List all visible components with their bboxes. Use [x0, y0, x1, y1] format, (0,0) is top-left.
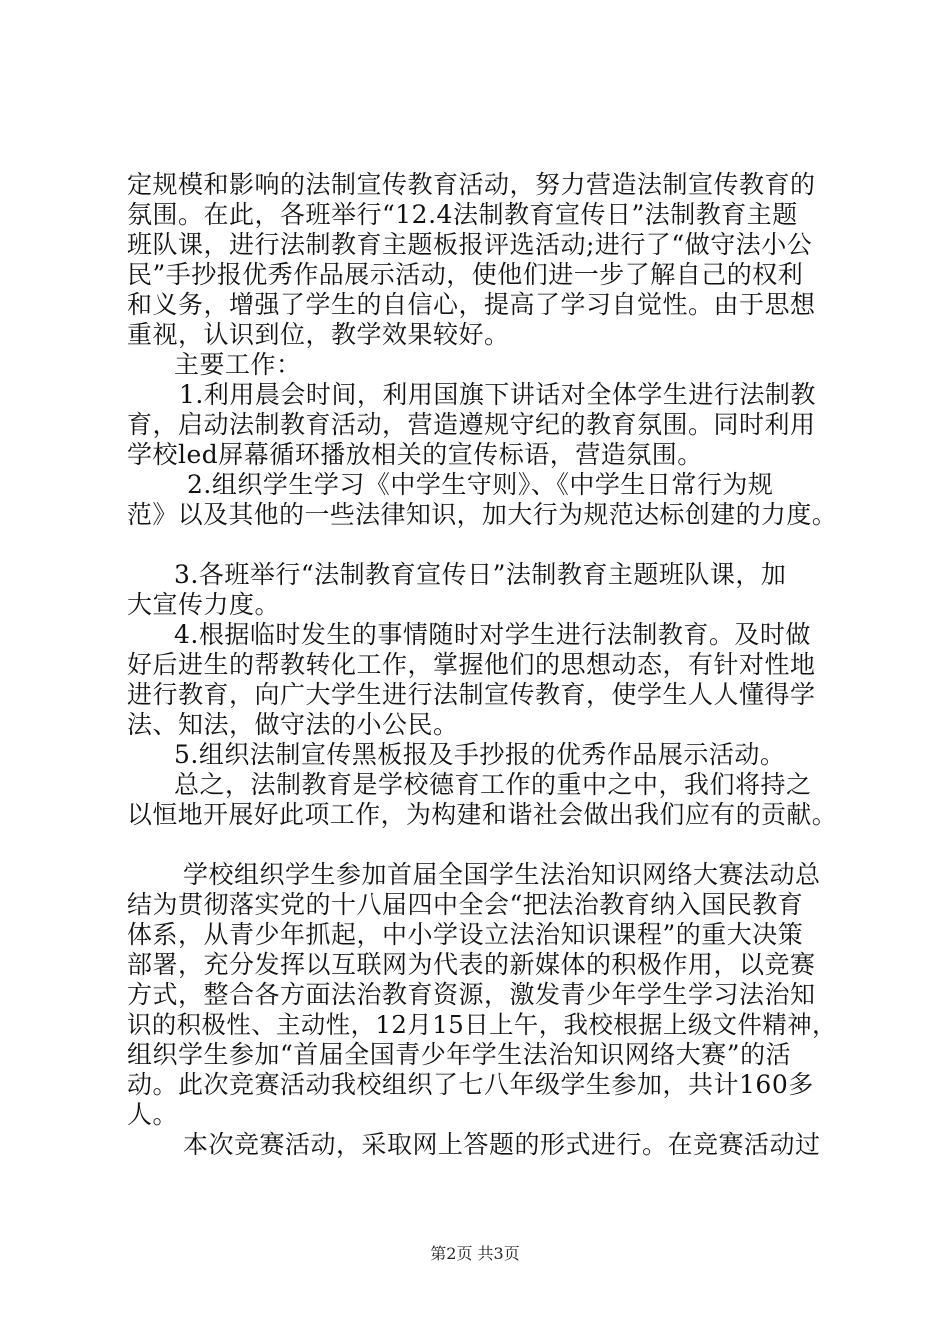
text-line: 好后进生的帮教转化工作，掌握他们的思想动态，有针对性地: [127, 650, 816, 679]
text-line: 3.各班举行“法制教育宣传日”法制教育主题班队课，加: [174, 560, 787, 589]
text-line: 氛围。在此，各班举行“12.4法制教育宣传日”法制教育主题: [127, 200, 798, 229]
paragraph-gap: [127, 830, 837, 860]
text-line: 学校led屏幕循环播放相关的宣传标语，营造氛围。: [127, 440, 703, 469]
text-line: 法、知法，做守法的小公民。: [127, 710, 459, 739]
text-line: 大宣传力度。: [127, 590, 281, 619]
text-line: 组织学生参加“首届全国青少年学生法治知识网络大赛”的活: [127, 1040, 792, 1069]
text-line: 2.组织学生学习《中学生守则》、《中学生日常行为规: [187, 470, 774, 499]
text-line: 动。此次竞赛活动我校组织了七八年级学生参加，共计160多: [127, 1070, 814, 1099]
text-line: 1.利用晨会时间，利用国旗下讲话对全体学生进行法制教: [179, 380, 816, 409]
text-line: 识的积极性、主动性，12月15日上午，我校根据上级文件精神，: [127, 1010, 837, 1039]
text-line: 4.根据临时发生的事情随时对学生进行法制教育。及时做: [174, 620, 811, 649]
section-heading: 主要工作：: [174, 350, 302, 379]
text-line: 人。: [127, 1100, 179, 1129]
text-line: 以恒地开展好此项工作，为构建和谐社会做出我们应有的贡献。: [127, 800, 838, 829]
text-line: 重视，认识到位，教学效果较好。: [127, 320, 510, 349]
text-line: 本次竞赛活动，采取网上答题的形式进行。在竞赛活动过: [183, 1130, 821, 1159]
text-line: 学校组织学生参加首届全国学生法治知识网络大赛法动总: [183, 860, 821, 889]
text-line: 育，启动法制教育活动，营造遵规守纪的教育氛围。同时利用: [127, 410, 816, 439]
text-line: 进行教育，向广大学生进行法制宣传教育，使学生人人懂得学: [127, 680, 816, 709]
paragraph-gap: [127, 530, 837, 560]
page-number-footer: 第2页 共3页: [430, 1244, 520, 1263]
text-line: 民”手抄报优秀作品展示活动，使他们进一步了解自己的权利: [127, 260, 804, 289]
text-line: 定规模和影响的法制宣传教育活动，努力营造法制宣传教育的: [127, 170, 816, 199]
text-line: 5.组织法制宣传黑板报及手抄报的优秀作品展示活动。: [174, 740, 786, 769]
text-line: 范》以及其他的一些法律知识，加大行为规范达标创建的力度。: [127, 500, 838, 529]
text-line: 体系，从青少年抓起，中小学设立法治知识课程”的重大决策: [127, 920, 804, 949]
document-body: [127, 170, 837, 1160]
text-line: 班队课，进行法制教育主题板报评选活动;进行了“做守法小公: [127, 230, 813, 259]
text-line: 和义务，增强了学生的自信心，提高了学习自觉性。由于思想: [127, 290, 816, 319]
text-line: 部署，充分发挥以互联网为代表的新媒体的积极作用，以竞赛: [127, 950, 816, 979]
text-line: 方式，整合各方面法治教育资源，激发青少年学生学习法治知: [127, 980, 816, 1009]
text-line: 结为贯彻落实党的十八届四中全会“把法治教育纳入国民教育: [127, 890, 804, 919]
text-line: 总之，法制教育是学校德育工作的重中之中，我们将持之: [174, 770, 812, 799]
